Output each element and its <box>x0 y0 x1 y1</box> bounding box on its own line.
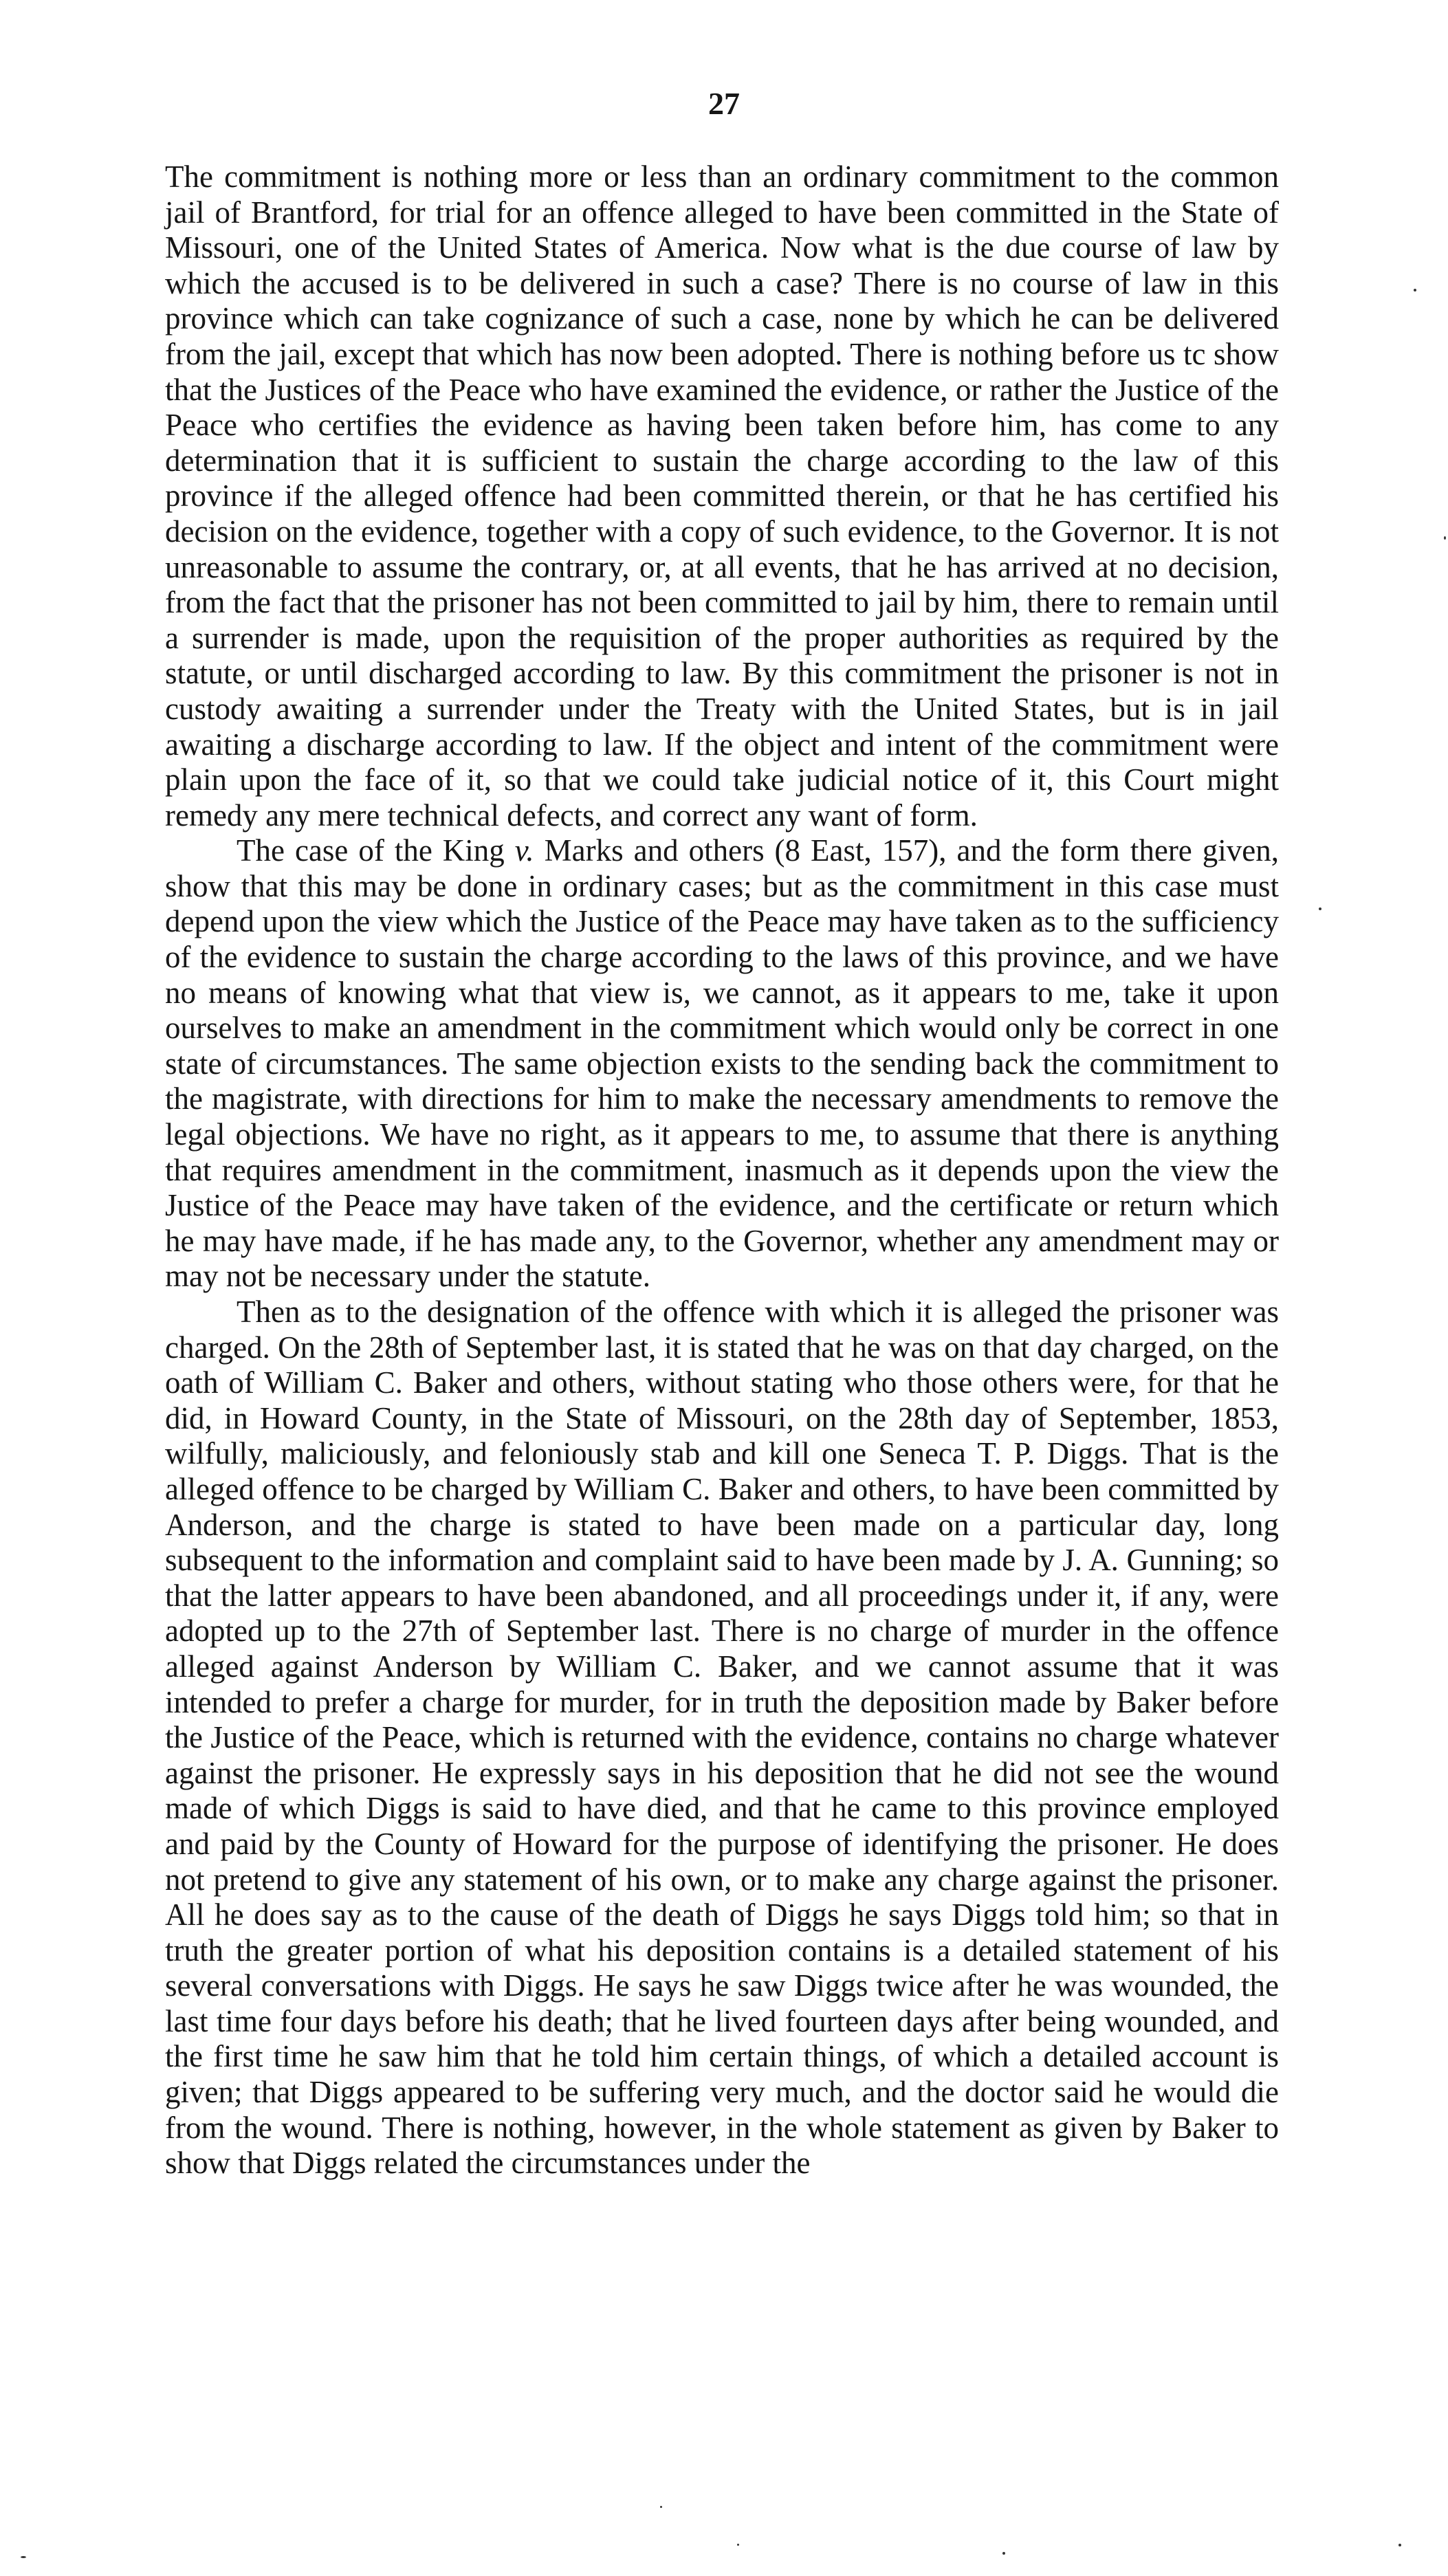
page-body <box>165 159 1279 2181</box>
paragraph-2 <box>165 833 1279 1295</box>
scan-speck <box>1319 907 1321 910</box>
paragraph-2-text-b: Marks and others (8 East, 157), and the form there given, show that this may be done in ordinary cases; but as the commitment in this case must depend upon the view which the Justice of the Peace may have taken as to the sufficiency of the evidence to sustain the charge according to the laws of this province, and we have no means of knowing what that view is, we cannot, as it appears to me, take it upon ourselves to make an amendment in the commitment which would only be correct in one state of circumstances. The same objection exists to the sending back the commitment to the magistrate, with directions for him to make the necessary amendments to remove the legal objections. We have no right, as it appears to me, to assume that there is anything that requires amendment in the commitment, inasmuch as it depends upon the view the Justice of the Peace may have taken of the evidence, and the certificate or return which he may have made, if he has made any, to the Governor, whether any amendment may or may not be necessary under the statute. <box>165 833 1279 1294</box>
scan-speck <box>1444 536 1446 540</box>
paragraph-2-versus: v. <box>514 833 534 868</box>
paragraph-2-text-a: The case of the King <box>237 833 515 868</box>
scan-speck <box>737 2544 739 2546</box>
page-number: 27 <box>708 86 740 121</box>
paragraph-3-text: Then as to the designation of the offence with which it is alleged the prisoner was charged. On the 28th of September last, it is stated that he was on that day charged, on the oath of William C. Baker and others, without stating who those others were, for that he did, in Howard County, in the State of Missouri, on the 28th day of September, 1853, wilfully, maliciously, and feloniously stab and kill one Seneca T. P. Diggs. That is the alleged offence to be charged by William C. Baker and others, to have been committed by Anderson, and the charge is stated to have been made on a particular day, long subsequent to the information and complaint said to have been made by J. A. Gunning; so that the latter appears to have been abandoned, and all proceedings under it, if any, were adopted up to the 27th of September last. There is no charge of murder in the offence alleged against Anderson by William C. Baker, and we cannot assume that it was intended to prefer a charge for murder, for in truth the deposition made by Baker before the Justice of the Peace, which is returned with the evidence, contains no charge whatever against the prisoner. He expressly says in his deposition that he did not see the wound made of which Diggs is said to have died, and that he came to this province employed and paid by the County of Howard for the purpose of identifying the prisoner. He does not pretend to give any statement of his own, or to make any charge against the prisoner. All he does say as to the cause of the death of Diggs he says Diggs told him; so that in truth the greater portion of what his deposition contains is a detailed statement of his several conversations with Diggs. He says he saw Diggs twice after he was wounded, the last time four days before his death; that he lived fourteen days after being wounded, and the first time he saw him that he told him certain things, of which a detailed account is given; that Diggs appeared to be suffering very much, and the doctor said he would die from the wound. There is nothing, however, in the whole statement as given by Baker to show that Diggs related the circumstances under the <box>165 1295 1279 2181</box>
scan-speck <box>21 2556 26 2558</box>
scan-speck <box>1398 2544 1401 2546</box>
scan-speck <box>1414 289 1416 291</box>
paragraph-1-text: The commitment is nothing more or less than an ordinary commitment to the common jail of Brantford, for trial for an offence alleged to have been committed in the State of Missouri, one of the United States of America. Now what is the due course of law by which the accused is to be delivered in such a case? There is no course of law in this province which can take cognizance of such a case, none by which he can be delivered from the jail, except that which has now been adopted. There is nothing before us tc show that the Justices of the Peace who have examined the evidence, or rather the Justice of the Peace who certifies the evidence as having been taken before him, has come to any determination that it is sufficient to sustain the charge according to the law of this province if the alleged offence had been committed therein, or that he has certified his decision on the evidence, together with a copy of such evidence, to the Governor. It is not unreasonable to assume the contrary, or, at all events, that he has arrived at no decision, from the fact that the prisoner has not been committed to jail by him, there to remain until a surrender is made, upon the requisition of the proper authorities as required by the statute, or until discharged according to law. By this commitment the prisoner is not in custody awaiting a surrender under the Treaty with the United States, but is in jail awaiting a discharge according to law. If the object and intent of the commitment were plain upon the face of it, so that we could take judicial notice of it, this Court might remedy any mere technical defects, and correct any want of form. <box>165 159 1279 833</box>
scan-speck <box>1002 2552 1005 2555</box>
paragraph-1 <box>165 159 1279 833</box>
paragraph-3 <box>165 1295 1279 2181</box>
scan-speck <box>660 2506 662 2508</box>
